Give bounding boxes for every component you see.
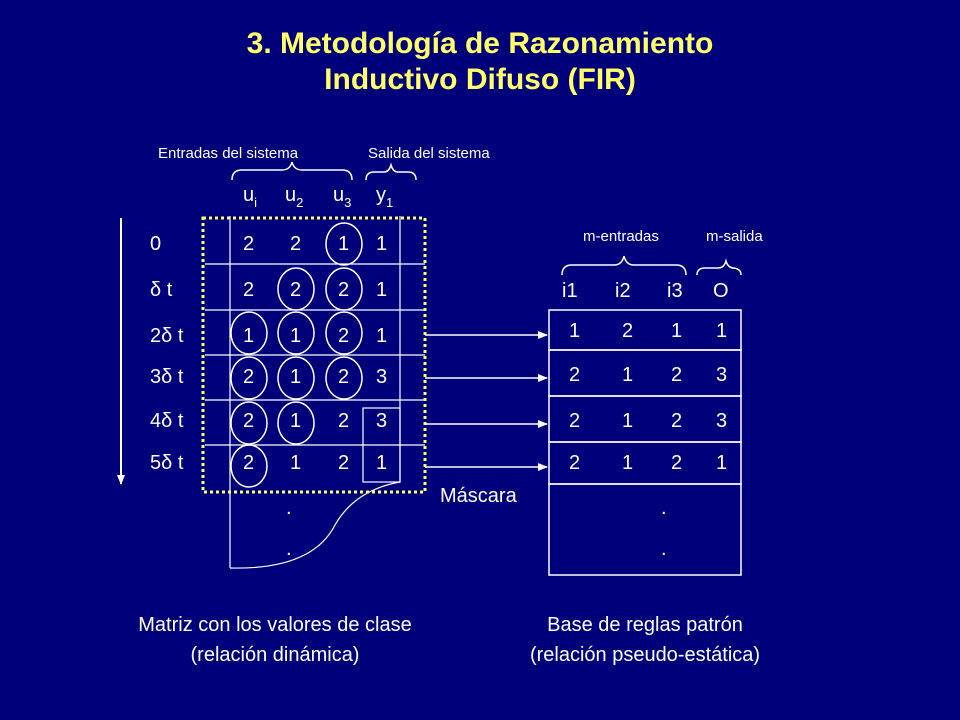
- matrix-cell: 1: [290, 410, 302, 432]
- rule-cell: 2: [569, 364, 581, 386]
- system-inputs-label: Entradas del sistema: [158, 145, 299, 162]
- matrix-continuation-dot-2: .: [286, 538, 292, 560]
- rule-header-i3: i3: [667, 280, 683, 302]
- variable-header-u1: $u_i$: [243, 184, 258, 210]
- matrix-cell: 1: [376, 452, 388, 474]
- m-inputs-label: m-entradas: [583, 228, 659, 245]
- left-caption-line1: Matriz con los valores de clase: [138, 614, 412, 636]
- variable-header-y1: $y_1$: [376, 184, 394, 210]
- matrix-cell: 2: [338, 325, 350, 347]
- system-output-label: Salida del sistema: [368, 145, 490, 162]
- matrix-cell: 2: [338, 410, 350, 432]
- right-caption-line1: Base de reglas patrón: [547, 614, 743, 636]
- variable-header-u2: $u_2$: [285, 184, 304, 210]
- matrix-grid: [205, 216, 425, 568]
- matrix-cell: 1: [290, 452, 302, 474]
- rule-cell: 1: [716, 320, 728, 342]
- m-output-label: m-salida: [706, 228, 763, 245]
- rule-cell: 1: [622, 410, 634, 432]
- rule-cell: 1: [622, 364, 634, 386]
- time-label-0: 0: [150, 233, 162, 255]
- rule-cell: 1: [569, 320, 581, 342]
- rule-cell: 1: [716, 452, 728, 474]
- rules-continuation-dot-1: .: [661, 497, 667, 519]
- variable-header-u3: $u_3$: [333, 184, 352, 210]
- matrix-cell: 1: [376, 279, 388, 301]
- matrix-cell: 2: [243, 366, 255, 388]
- matrix-cell: 2: [338, 452, 350, 474]
- rule-cell: 2: [569, 452, 581, 474]
- rule-cell: 2: [671, 452, 683, 474]
- matrix-cell: 2: [338, 279, 350, 301]
- matrix-cell: 2: [338, 366, 350, 388]
- matrix-cell: 2: [243, 233, 255, 255]
- time-label-1: δ t: [150, 279, 173, 301]
- matrix-cell: 3: [376, 410, 388, 432]
- rule-cell: 3: [716, 410, 728, 432]
- matrix-cell: 2: [243, 279, 255, 301]
- slide-title-line1: 3. Metodología de Razonamiento: [246, 27, 714, 60]
- matrix-cell: 2: [290, 279, 302, 301]
- time-label-3: 3δ t: [150, 366, 184, 388]
- matrix-cell: 1: [376, 233, 388, 255]
- rules-continuation-dot-2: .: [661, 538, 667, 560]
- rule-cell: 2: [671, 364, 683, 386]
- matrix-continuation-dot-1: .: [286, 497, 292, 519]
- time-label-5: 5δ t: [150, 452, 184, 474]
- output-brace: [366, 165, 416, 180]
- m-inputs-brace: [562, 256, 686, 275]
- matrix-cell: 3: [376, 366, 388, 388]
- slide-title-line2: Inductivo Difuso (FIR): [324, 63, 636, 96]
- rule-cell: 2: [569, 410, 581, 432]
- inputs-brace: [232, 162, 352, 180]
- rule-cell: 3: [716, 364, 728, 386]
- matrix-cell: 2: [290, 233, 302, 255]
- mask-label: Máscara: [440, 485, 517, 507]
- matrix-cell: 2: [243, 410, 255, 432]
- rule-base-boxes: [549, 310, 741, 575]
- rule-header-i1: i1: [562, 280, 578, 302]
- rule-cell: 1: [622, 452, 634, 474]
- rule-cell: 2: [622, 320, 634, 342]
- time-label-4: 4δ t: [150, 410, 184, 432]
- rule-header-i2: i2: [615, 280, 631, 302]
- matrix-cell: 1: [290, 325, 302, 347]
- m-output-brace: [697, 261, 741, 275]
- left-caption-line2: (relación dinámica): [190, 644, 360, 666]
- matrix-cell: 1: [376, 325, 388, 347]
- matrix-cell: 1: [243, 325, 255, 347]
- rule-cell: 2: [671, 410, 683, 432]
- right-caption-line2: (relación pseudo-estática): [529, 644, 761, 666]
- matrix-cell: 1: [338, 233, 350, 255]
- matrix-cell: 2: [243, 452, 255, 474]
- rule-header-o: O: [713, 280, 729, 302]
- rule-cell: 1: [671, 320, 683, 342]
- time-label-2: 2δ t: [150, 325, 184, 347]
- matrix-cell: 1: [290, 366, 302, 388]
- mapping-arrows: [425, 335, 547, 467]
